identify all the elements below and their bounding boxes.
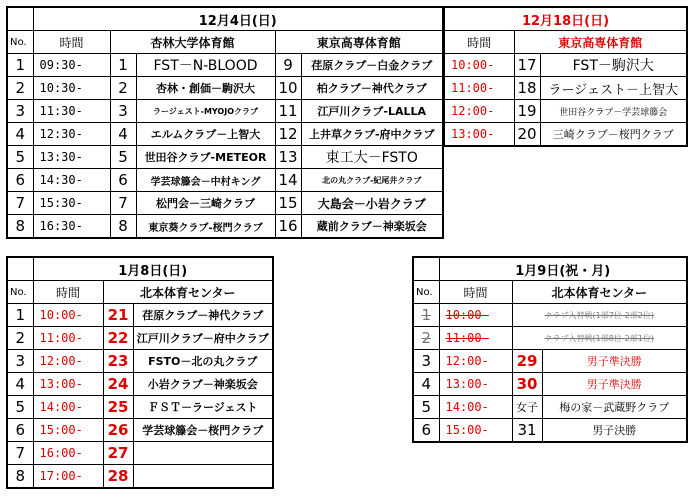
start-time: 16:30- [33, 215, 110, 239]
match-teams: 江戸川クラブ-LALLA [301, 100, 443, 123]
match-teams: ラージェスト-MYOJOクラブ [136, 100, 275, 123]
table-row [7, 100, 443, 123]
match-number: 21 [103, 304, 133, 327]
row-number: 2 [7, 77, 33, 100]
row-number: 6 [7, 169, 33, 192]
row-number: 3 [413, 350, 439, 373]
venue-header: 杏林大学体育館 [110, 31, 275, 54]
start-time: 12:30- [33, 123, 110, 146]
row-number: 7 [7, 192, 33, 215]
no-header: No. [7, 31, 33, 54]
start-time: 12:00- [439, 350, 512, 373]
table-row [413, 396, 687, 419]
match-number: 27 [103, 442, 133, 465]
match-number: 29 [512, 350, 542, 373]
row-number: 3 [7, 100, 33, 123]
start-time: 10:00- [33, 304, 103, 327]
match-number: 17 [514, 54, 540, 77]
match-teams: 大島会－小岩クラブ [301, 192, 443, 215]
match-number: 25 [103, 396, 133, 419]
start-time: 13:00- [33, 373, 103, 396]
schedule-table-jan8 [6, 256, 274, 489]
match-teams [133, 442, 273, 465]
table-row [7, 327, 273, 350]
table-row [7, 146, 443, 169]
table-row [413, 419, 687, 443]
match-teams: 三崎クラブ－桜門クラブ [540, 123, 687, 147]
match-teams: 小岩クラブ－神楽坂会 [133, 373, 273, 396]
match-teams: 荏原クラブ－白金クラブ [301, 54, 443, 77]
table-row [7, 442, 273, 465]
match-teams: 杏林・創価－駒沢大 [136, 77, 275, 100]
row-number: 5 [413, 396, 439, 419]
table-row [444, 123, 687, 147]
venue-header: 北本体育センター [512, 281, 687, 304]
date-header: 1月9日(祝・月) [439, 257, 687, 281]
start-time: 11:00- [439, 327, 512, 350]
match-number: 23 [103, 350, 133, 373]
match-teams: 上井草クラブ-府中クラブ [301, 123, 443, 146]
match-teams: FST－N-BLOOD [136, 54, 275, 77]
row-number: 2 [7, 327, 33, 350]
start-time: 13:30- [33, 146, 110, 169]
start-time: 09:30- [33, 54, 110, 77]
table-row [444, 77, 687, 100]
start-time: 11:00- [444, 77, 514, 100]
row-number: 8 [7, 465, 33, 489]
match-number: 14 [275, 169, 301, 192]
venue-header: 北本体育センター [103, 281, 273, 304]
row-number: 4 [7, 123, 33, 146]
match-teams: 世田谷クラブ－学芸球籐会 [540, 100, 687, 123]
start-time: 14:30- [33, 169, 110, 192]
table-row [413, 304, 687, 327]
table-row [7, 419, 273, 442]
match-number: 2 [110, 77, 136, 100]
row-number: 3 [7, 350, 33, 373]
match-teams: FST－駒沢大 [540, 54, 687, 77]
table-row [7, 215, 443, 239]
match-teams: FSTO－北の丸クラブ [133, 350, 273, 373]
table-row [413, 327, 687, 350]
match-number: 13 [275, 146, 301, 169]
match-number: 30 [512, 373, 542, 396]
match-number: 5 [110, 146, 136, 169]
table-row [444, 54, 687, 77]
match-teams: クラブ入替戦(1部7位-2部2位) [512, 304, 687, 327]
row-number: 1 [413, 304, 439, 327]
start-time: 17:00- [33, 465, 103, 489]
schedule-table-dec4 [6, 6, 444, 239]
match-number: 16 [275, 215, 301, 239]
table-row [7, 465, 273, 489]
row-number: 1 [7, 304, 33, 327]
match-teams: 学芸球籐会－中村キング [136, 169, 275, 192]
match-teams: 東京葵クラブ-桜門クラブ [136, 215, 275, 239]
match-teams: 男子準決勝 [542, 373, 687, 396]
match-teams: 柏クラブ－神代クラブ [301, 77, 443, 100]
start-time: 14:00- [33, 396, 103, 419]
start-time: 16:00- [33, 442, 103, 465]
start-time: 11:00- [33, 327, 103, 350]
match-teams [133, 465, 273, 489]
row-number: 8 [7, 215, 33, 239]
match-teams: 男子準決勝 [542, 350, 687, 373]
time-header: 時間 [444, 31, 514, 54]
start-time: 13:00- [439, 373, 512, 396]
venue-header: 東京高専体育館 [275, 31, 443, 54]
match-number: 12 [275, 123, 301, 146]
table-row [7, 169, 443, 192]
date-header: 1月8日(日) [33, 257, 273, 281]
table-row [444, 100, 687, 123]
table-row [7, 396, 273, 419]
row-number: 1 [7, 54, 33, 77]
match-teams: 学芸球籐会－桜門クラブ [133, 419, 273, 442]
match-number: 女子 [512, 396, 542, 419]
match-teams: ラージェスト－上智大 [540, 77, 687, 100]
match-number: 26 [103, 419, 133, 442]
table-row [413, 373, 687, 396]
row-number: 7 [7, 442, 33, 465]
table-row [7, 77, 443, 100]
table-row [7, 373, 273, 396]
row-number: 5 [7, 396, 33, 419]
match-teams: 松門会－三崎クラブ [136, 192, 275, 215]
table-row [413, 350, 687, 373]
match-teams: 世田谷クラブ-METEOR [136, 146, 275, 169]
match-number: 28 [103, 465, 133, 489]
match-number: 22 [103, 327, 133, 350]
match-number: 19 [514, 100, 540, 123]
row-number: 4 [413, 373, 439, 396]
match-teams: 男子決勝 [542, 419, 687, 443]
row-number: 6 [7, 419, 33, 442]
start-time: 15:00- [33, 419, 103, 442]
match-teams: クラブ入替戦(1部8位-2部1位) [512, 327, 687, 350]
match-teams: 荏原クラブ－神代クラブ [133, 304, 273, 327]
start-time: 12:00- [444, 100, 514, 123]
match-number: 10 [275, 77, 301, 100]
match-teams: ＦＳＴ－ラージェスト [133, 396, 273, 419]
match-number: 24 [103, 373, 133, 396]
row-number: 5 [7, 146, 33, 169]
start-time: 15:00- [439, 419, 512, 443]
match-number: 31 [512, 419, 542, 443]
start-time: 10:00- [444, 54, 514, 77]
venue-header: 東京高専体育館 [514, 31, 687, 54]
schedule-table-jan9 [412, 256, 688, 443]
match-teams: 蔵前クラブ－神楽坂会 [301, 215, 443, 239]
match-teams: 江戸川クラブ－府中クラブ [133, 327, 273, 350]
start-time: 10:00- [439, 304, 512, 327]
match-number: 18 [514, 77, 540, 100]
start-time: 14:00- [439, 396, 512, 419]
match-teams: エルムクラブ－上智大 [136, 123, 275, 146]
table-row [7, 350, 273, 373]
schedule-table-dec18 [443, 6, 688, 147]
row-number: 4 [7, 373, 33, 396]
match-number: 6 [110, 169, 136, 192]
start-time: 11:30- [33, 100, 110, 123]
no-header: No. [7, 281, 33, 304]
match-number: 3 [110, 100, 136, 123]
time-header: 時間 [33, 31, 110, 54]
match-number: 11 [275, 100, 301, 123]
match-number: 1 [110, 54, 136, 77]
match-teams: 北の丸クラブ-紀尾井クラブ [301, 169, 443, 192]
match-number: 7 [110, 192, 136, 215]
row-number: 2 [413, 327, 439, 350]
table-row [7, 54, 443, 77]
table-row [7, 123, 443, 146]
match-number: 4 [110, 123, 136, 146]
table-row [7, 304, 273, 327]
start-time: 12:00- [33, 350, 103, 373]
time-header: 時間 [33, 281, 103, 304]
start-time: 15:30- [33, 192, 110, 215]
match-number: 9 [275, 54, 301, 77]
date-header: 12月18日(日) [444, 7, 687, 31]
match-number: 8 [110, 215, 136, 239]
match-number: 15 [275, 192, 301, 215]
no-header: No. [413, 281, 439, 304]
start-time: 13:00- [444, 123, 514, 147]
table-row [7, 192, 443, 215]
row-number: 6 [413, 419, 439, 443]
date-header: 12月4日(日) [33, 7, 443, 31]
time-header: 時間 [439, 281, 512, 304]
match-number: 20 [514, 123, 540, 147]
start-time: 10:30- [33, 77, 110, 100]
match-teams: 東工大－FSTO [301, 146, 443, 169]
match-teams: 梅の家－武蔵野クラブ [542, 396, 687, 419]
